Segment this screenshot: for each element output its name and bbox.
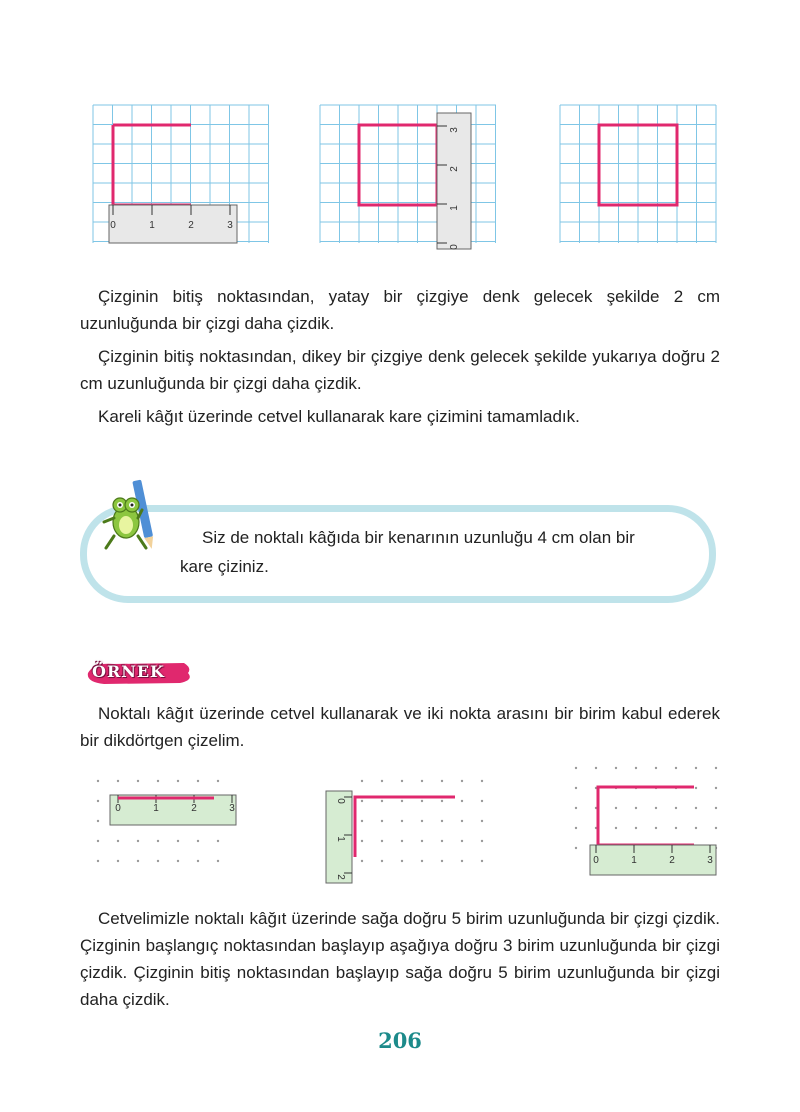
closing-paragraph: Cetvelimizle noktalı kâğıt üzerinde sağa doğru 5 birim uzunluğunda bir çizgi çizdik. Çizginin başlangıç noktasından başlayıp aşağıya doğru 3 birim uzunluğunda bir çizgi çizdik. Çizginin bitiş noktasından başlayıp sağa doğru 5 birim uzunluğunda bir çizgi daha çizdik. <box>80 909 720 1009</box>
grid-dot <box>575 827 577 829</box>
grid-dot <box>157 860 159 862</box>
grid-figure-3 <box>560 105 720 247</box>
grid-dot <box>197 840 199 842</box>
paragraph-3: Kareli kâğıt üzerinde cetvel kullanarak kare çizimini tamamladık. <box>98 407 580 426</box>
grid-dot <box>97 820 99 822</box>
grid-dot <box>635 827 637 829</box>
grid-dot <box>675 827 677 829</box>
grid-dot <box>97 840 99 842</box>
ruler-tick-label: 3 <box>229 803 235 814</box>
grid-dot <box>575 767 577 769</box>
grid-dot <box>197 860 199 862</box>
grid-dot <box>615 827 617 829</box>
grid-dot <box>481 840 483 842</box>
grid-dot <box>655 807 657 809</box>
grid-dot <box>177 780 179 782</box>
grid-dot <box>635 807 637 809</box>
grid-dot <box>595 767 597 769</box>
grid-dot <box>401 820 403 822</box>
grid-dot <box>461 840 463 842</box>
grid-dot <box>381 820 383 822</box>
grid-dot <box>97 800 99 802</box>
grid-dot <box>421 860 423 862</box>
ruler-tick-label: 1 <box>153 803 159 814</box>
ruler-tick-label: 2 <box>335 874 346 880</box>
ruler-tick-label: 1 <box>449 205 460 211</box>
grid-dot <box>461 800 463 802</box>
grid-dot <box>675 807 677 809</box>
example-label: ÖRNEK <box>92 662 165 681</box>
grid-dot <box>421 840 423 842</box>
grid-dot <box>441 860 443 862</box>
grid-dot <box>441 800 443 802</box>
grid-dot <box>421 820 423 822</box>
ruler-tick-label: 0 <box>593 855 599 866</box>
grid-dot <box>615 807 617 809</box>
grid-dot <box>715 827 717 829</box>
grid-dot <box>575 807 577 809</box>
grid-dot <box>441 840 443 842</box>
paragraph-2: Çizginin bitiş noktasından, dikey bir çizgiye denk gelecek şekilde yukarıya doğru 2 cm uzunluğunda bir çizgi daha çizdik. <box>80 347 720 393</box>
ruler-tick-label: 2 <box>449 166 460 172</box>
ruler-tick-label: 1 <box>335 836 346 842</box>
grid-dot <box>117 780 119 782</box>
grid-dot <box>635 767 637 769</box>
grid-dot <box>197 780 199 782</box>
grid-figure-1 <box>93 105 273 247</box>
grid-dot <box>97 860 99 862</box>
grid-dot <box>655 767 657 769</box>
grid-dot <box>481 820 483 822</box>
grid-dot <box>137 860 139 862</box>
ruler-tick-label: 0 <box>449 244 460 250</box>
grid-dot <box>441 780 443 782</box>
grid-dot <box>695 767 697 769</box>
grid-dot <box>177 840 179 842</box>
grid-dot <box>381 800 383 802</box>
grid-dot <box>401 800 403 802</box>
grid-dot <box>117 840 119 842</box>
ruler-tick-label: 2 <box>669 855 675 866</box>
grid-dot <box>675 767 677 769</box>
grid-dot <box>715 767 717 769</box>
ruler <box>109 205 237 243</box>
frog-with-pencil-icon <box>102 478 168 554</box>
grid-dot <box>695 827 697 829</box>
grid-dot <box>615 767 617 769</box>
grid-figure-2 <box>320 105 500 250</box>
grid-dot <box>157 840 159 842</box>
grid-dot <box>481 780 483 782</box>
grid-dot <box>361 860 363 862</box>
ruler-tick-label: 0 <box>115 803 121 814</box>
ruler-tick-label: 3 <box>707 855 713 866</box>
grid-dot <box>361 800 363 802</box>
grid-dot <box>481 860 483 862</box>
grid-dot <box>421 800 423 802</box>
grid-dot <box>401 860 403 862</box>
grid-dot <box>421 780 423 782</box>
grid-dot <box>575 787 577 789</box>
grid-dot <box>177 860 179 862</box>
grid-dot <box>381 840 383 842</box>
grid-dot <box>217 860 219 862</box>
grid-dot <box>381 860 383 862</box>
ruler-tick-label: 2 <box>188 220 194 231</box>
ruler-tick-label: 1 <box>149 220 155 231</box>
grid-dot <box>117 860 119 862</box>
grid-dot <box>575 847 577 849</box>
callout-text <box>180 523 700 581</box>
grid-dot <box>481 800 483 802</box>
grid-dot <box>137 780 139 782</box>
grid-dot <box>695 807 697 809</box>
dot-figure-1 <box>90 775 250 885</box>
dot-figure-2 <box>322 775 482 885</box>
grid-dot <box>401 840 403 842</box>
ruler-tick-label: 3 <box>449 127 460 133</box>
ruler-tick-label: 3 <box>227 220 233 231</box>
grid-dot <box>461 820 463 822</box>
grid-dot <box>361 820 363 822</box>
paragraph-1: Çizginin bitiş noktasından, yatay bir çizgiye denk gelecek şekilde 2 cm uzunluğunda bir çizgi daha çizdik. <box>80 287 720 333</box>
page-number: 206 <box>378 1028 422 1053</box>
drawn-line <box>598 787 694 845</box>
grid-dot <box>137 840 139 842</box>
example-intro: Noktalı kâğıt üzerinde cetvel kullanarak ve iki nokta arasını bir birim kabul ederek bir dikdörtgen çizelim. <box>80 704 720 750</box>
callout-line-2: kare çiziniz. <box>180 557 269 576</box>
grid-dot <box>381 780 383 782</box>
grid-dot <box>217 780 219 782</box>
grid-dot <box>401 780 403 782</box>
ruler-tick-label: 2 <box>191 803 197 814</box>
grid-dot <box>655 827 657 829</box>
grid-dot <box>97 780 99 782</box>
grid-dot <box>461 860 463 862</box>
grid-dot <box>695 787 697 789</box>
ruler-tick-label: 0 <box>110 220 116 231</box>
callout-line-1: Siz de noktalı kâğıda bir kenarının uzunluğu 4 cm olan bir <box>202 528 635 547</box>
grid-dot <box>361 780 363 782</box>
drawn-line <box>355 797 455 857</box>
grid-dot <box>217 840 219 842</box>
ruler <box>590 845 716 875</box>
ruler-tick-label: 1 <box>631 855 637 866</box>
dot-figure-3 <box>570 765 720 880</box>
grid-dot <box>715 787 717 789</box>
grid-dot <box>361 840 363 842</box>
grid-dot <box>461 780 463 782</box>
ruler-tick-label: 0 <box>335 798 346 804</box>
grid-dot <box>715 807 717 809</box>
grid-dot <box>441 820 443 822</box>
grid-dot <box>157 780 159 782</box>
